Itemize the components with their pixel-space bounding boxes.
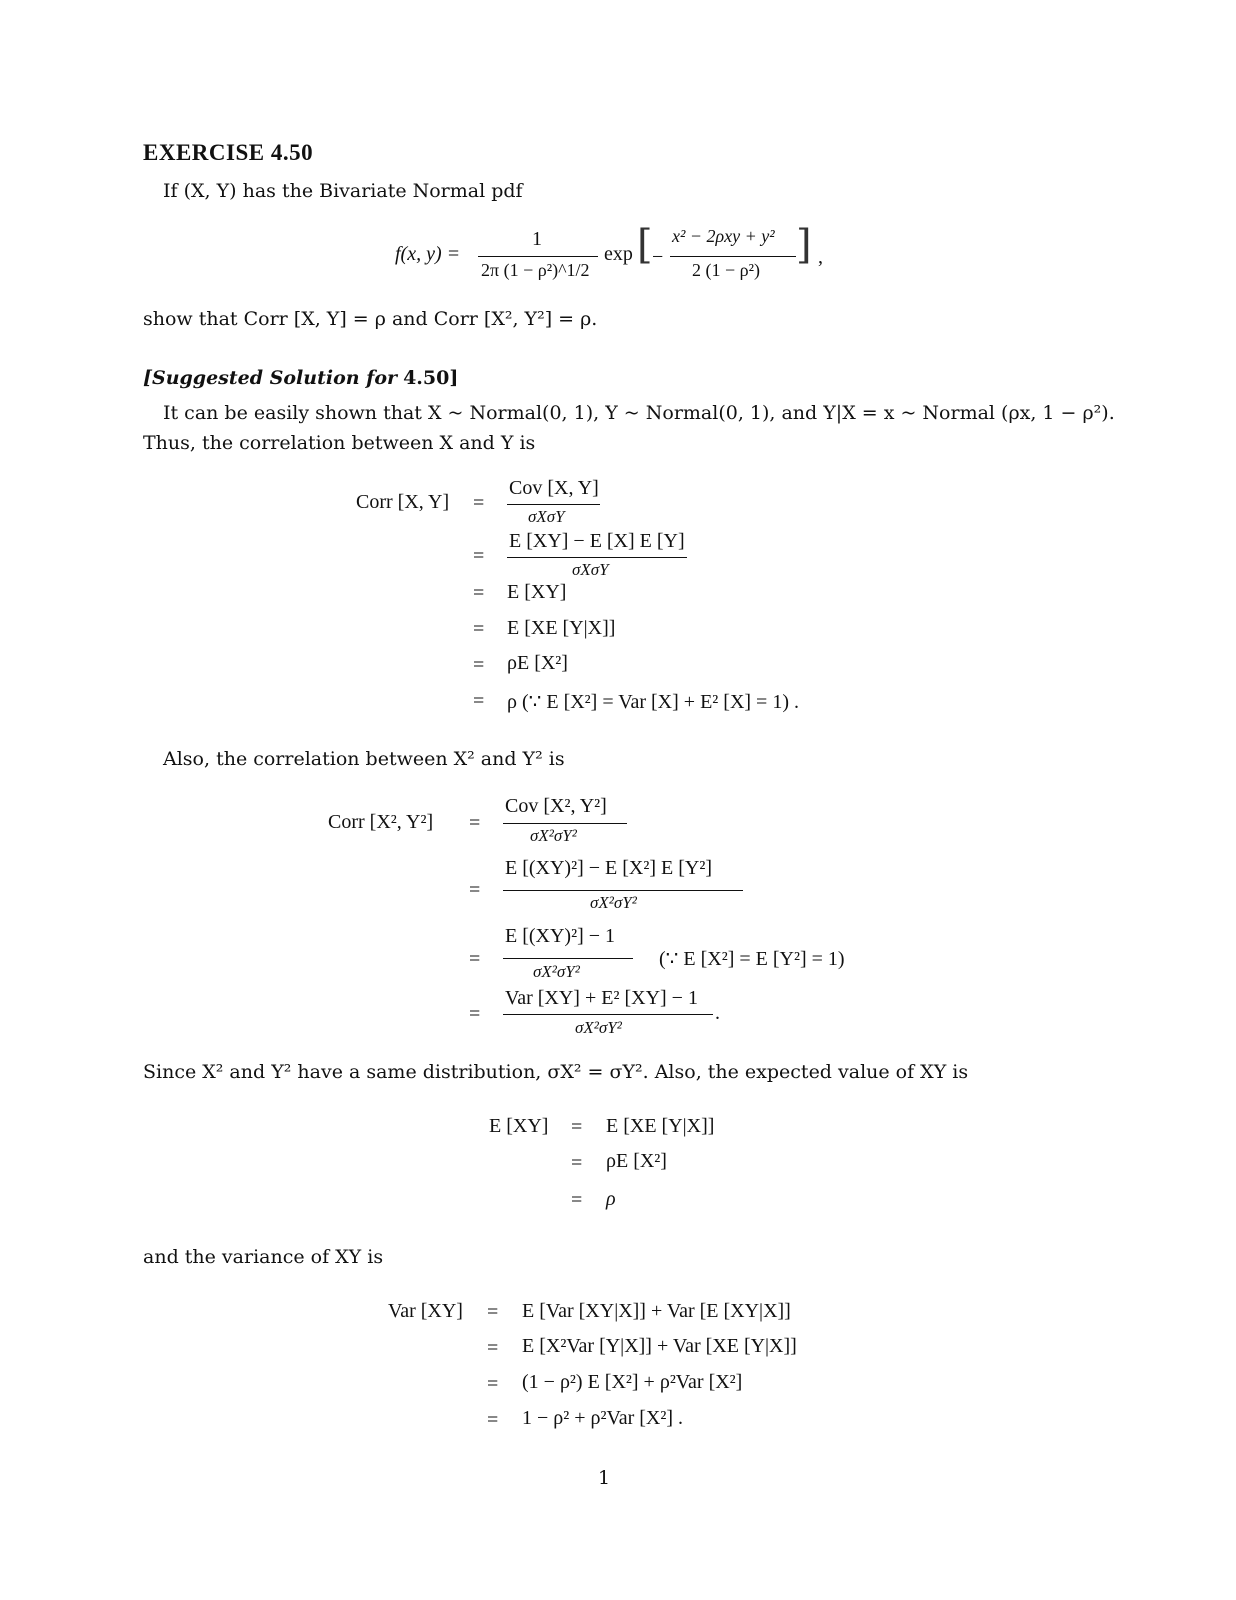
varxy-r4: 1 − ρ² + ρ²Var [X²] . <box>522 1407 684 1429</box>
corr-x2y2-r3-num: E [(XY)²] − 1 <box>505 925 616 947</box>
pdf-exp: exp <box>604 243 633 265</box>
period: . <box>715 1002 720 1024</box>
eq-sign: = <box>487 1301 499 1323</box>
pdf-exp-denominator: 2 (1 − ρ²) <box>692 260 761 280</box>
solution-heading-label: [Suggested Solution for <box>143 367 398 389</box>
eq-sign: = <box>473 492 485 514</box>
exy-r1: E [XE [Y|X]] <box>606 1115 715 1137</box>
right-bracket: ] <box>796 222 812 268</box>
exy-r2: ρE [X²] <box>606 1150 667 1172</box>
corr-x2y2-r1-num: Cov [X², Y²] <box>505 795 607 817</box>
solution-line-2: Thus, the correlation between X and Y is <box>143 432 536 454</box>
solution-line-3: Also, the correlation between X² and Y² is <box>163 748 565 770</box>
pdf-fraction-bar <box>478 256 598 257</box>
fraction-bar <box>503 1014 713 1015</box>
solution-line-5: and the variance of XY is <box>143 1246 384 1268</box>
corr-xy-r6: ρ (∵ E [X²] = Var [X] + E² [X] = 1) . <box>507 691 799 713</box>
eq-sign: = <box>487 1373 499 1395</box>
fraction-bar <box>503 958 633 959</box>
eq-sign: = <box>469 1003 481 1025</box>
left-bracket: [ <box>637 222 653 268</box>
corr-xy-r1-num: Cov [X, Y] <box>509 477 599 499</box>
eq-sign: = <box>469 948 481 970</box>
corr-xy-r3: E [XY] <box>507 581 567 603</box>
eq-sign: = <box>473 582 485 604</box>
corr-xy-r2-num: E [XY] − E [X] E [Y] <box>509 530 685 552</box>
corr-x2y2-r2-den: σX²σY² <box>590 893 637 912</box>
solution-line-1: It can be easily shown that X ~ Normal(0, 1), Y ~ Normal(0, 1), and Y|X = x ~ Normal (ρx, 1 − ρ²). <box>163 402 1115 424</box>
exy-lhs: E [XY] <box>489 1115 549 1137</box>
corr-x2y2-r3-note: (∵ E [X²] = E [Y²] = 1) <box>659 948 845 970</box>
eq-sign: = <box>473 618 485 640</box>
pdf-denominator: 2π (1 − ρ²)^1/2 <box>481 260 590 280</box>
eq-sign: = <box>469 879 481 901</box>
varxy-r1: E [Var [XY|X]] + Var [E [XY|X]] <box>522 1300 791 1322</box>
pdf-lhs: f(x, y) = <box>395 243 461 265</box>
eq-sign: = <box>571 1116 583 1138</box>
eq-sign: = <box>469 812 481 834</box>
varxy-r2: E [X²Var [Y|X]] + Var [XE [Y|X]] <box>522 1335 797 1357</box>
eq-sign: = <box>473 690 485 712</box>
exy-r3: ρ <box>606 1188 616 1210</box>
corr-xy-lhs: Corr [X, Y] <box>356 491 450 513</box>
pdf-comma: , <box>818 246 823 268</box>
eq-sign: = <box>487 1337 499 1359</box>
corr-x2y2-r2-num: E [(XY)²] − E [X²] E [Y²] <box>505 857 712 879</box>
corr-x2y2-lhs: Corr [X², Y²] <box>328 811 434 833</box>
eq-sign: = <box>473 654 485 676</box>
pdf-numerator: 1 <box>532 228 542 250</box>
fraction-bar <box>503 890 743 891</box>
corr-xy-r5: ρE [X²] <box>507 652 568 674</box>
varxy-r3: (1 − ρ²) E [X²] + ρ²Var [X²] <box>522 1371 743 1393</box>
exercise-title: EXERCISE 4.50 <box>143 140 314 165</box>
eq-sign: = <box>487 1409 499 1431</box>
corr-xy-r4: E [XE [Y|X]] <box>507 617 616 639</box>
corr-x2y2-r4-num: Var [XY] + E² [XY] − 1 <box>505 987 698 1009</box>
varxy-lhs: Var [XY] <box>388 1300 463 1322</box>
corr-x2y2-r3-den: σX²σY² <box>533 962 580 981</box>
eq-sign: = <box>473 545 485 567</box>
pdf-exp-fraction-bar <box>670 256 796 257</box>
minus-sign: − <box>652 246 664 268</box>
solution-heading-number: 4.50] <box>403 367 459 389</box>
problem-statement: show that Corr [X, Y] = ρ and Corr [X², Y²] = ρ. <box>143 308 598 330</box>
fraction-bar <box>507 504 600 505</box>
corr-x2y2-r4-den: σX²σY² <box>575 1018 622 1037</box>
corr-xy-r2-den: σXσY <box>572 560 609 579</box>
fraction-bar <box>507 557 687 558</box>
eq-sign: = <box>571 1152 583 1174</box>
page-number: 1 <box>598 1467 611 1489</box>
solution-heading <box>143 367 458 389</box>
corr-xy-r1-den: σXσY <box>528 507 565 526</box>
fraction-bar <box>503 823 627 824</box>
corr-x2y2-r1-den: σX²σY² <box>530 826 577 845</box>
solution-line-4: Since X² and Y² have a same distribution, σX² = σY². Also, the expected value of XY is <box>143 1061 969 1083</box>
problem-intro: If (X, Y) has the Bivariate Normal pdf <box>163 180 523 202</box>
pdf-exp-numerator: x² − 2ρxy + y² <box>672 226 775 246</box>
eq-sign: = <box>571 1189 583 1211</box>
